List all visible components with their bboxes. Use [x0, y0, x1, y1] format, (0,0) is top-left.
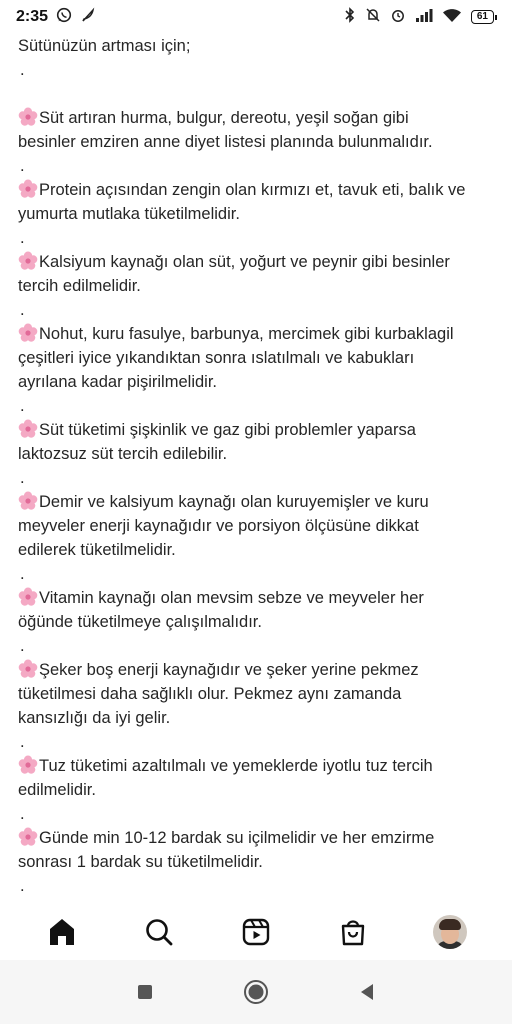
separator-dot: .: [20, 805, 25, 823]
avatar: [433, 915, 467, 949]
caption-item: [18, 250, 498, 298]
battery-icon: 61: [471, 10, 494, 24]
caption-text: kansızlığı da iyi gelir.: [18, 709, 171, 727]
separator-dot: .: [20, 229, 25, 247]
wifi-icon: [442, 8, 462, 27]
caption-item: [18, 490, 498, 562]
reels-icon[interactable]: [232, 908, 280, 956]
caption-text: besinler emziren anne diyet listesi planında bulunmalıdır.: [18, 133, 433, 151]
caption-line: [18, 778, 498, 802]
cherry-blossom-icon: [18, 493, 39, 511]
caption-text: çeşitleri iyice yıkandıktan sonra ıslatılmalı ve kabukları: [18, 349, 415, 367]
caption-intro: Sütünüzün artması için;: [18, 37, 191, 55]
caption-line: [18, 202, 498, 226]
caption-text: sonrası 1 bardak su tüketilmelidir.: [18, 853, 263, 871]
whatsapp-icon: [56, 7, 72, 27]
status-left: [16, 7, 96, 27]
separator-dot: .: [20, 637, 25, 655]
caption-text: Demir ve kalsiyum kaynağı olan kuruyemişler ve kuru: [39, 493, 429, 511]
back-icon[interactable]: [349, 974, 385, 1010]
home-icon[interactable]: [38, 908, 86, 956]
caption-line: [18, 538, 498, 562]
caption-line: [18, 586, 498, 610]
system-nav-bar: [0, 960, 512, 1024]
status-time: 2:35: [16, 8, 49, 25]
cherry-blossom-icon: [18, 661, 39, 679]
recents-icon[interactable]: [127, 974, 163, 1010]
profile-avatar[interactable]: [426, 908, 474, 956]
caption-text: Şeker boş enerji kaynağıdır ve şeker yerine pekmez: [39, 661, 419, 679]
caption-text: Protein açısından zengin olan kırmızı et, tavuk eti, balık ve: [39, 181, 466, 199]
feather-icon: [80, 7, 96, 27]
caption-text: öğünde tüketilmeye çalışılmalıdır.: [18, 613, 262, 631]
caption-line: [18, 418, 498, 442]
blank-line: [18, 82, 498, 106]
status-right: [344, 7, 494, 27]
separator-dot: .: [20, 397, 25, 415]
caption-text: Süt artıran hurma, bulgur, dereotu, yeşil soğan gibi: [39, 109, 409, 127]
caption-line: [18, 514, 498, 538]
mute-icon: [365, 7, 381, 27]
cherry-blossom-icon: [18, 181, 39, 199]
caption-text: ayrılana kadar pişirilmelidir.: [18, 373, 217, 391]
cherry-blossom-icon: [18, 421, 39, 439]
caption-item: [18, 658, 498, 730]
separator-dot: .: [20, 565, 25, 583]
caption-line: [18, 850, 498, 874]
caption-item: [18, 586, 498, 634]
caption-line: [18, 370, 498, 394]
bottom-tab-bar: [0, 906, 512, 958]
caption-text: tercih edilmelidir.: [18, 277, 141, 295]
separator-dot: .: [20, 733, 25, 751]
caption-line: [18, 754, 498, 778]
caption-item: [18, 418, 498, 466]
caption-item: [18, 178, 498, 226]
post-caption: [18, 34, 498, 898]
cherry-blossom-icon: [18, 757, 39, 775]
caption-line: [18, 490, 498, 514]
separator-dot: .: [20, 877, 25, 895]
cherry-blossom-icon: [18, 109, 39, 127]
caption-text: laktozsuz süt tercih edilebilir.: [18, 445, 228, 463]
caption-line: [18, 706, 498, 730]
caption-line: [18, 274, 498, 298]
caption-item: [18, 754, 498, 802]
caption-line: [18, 322, 498, 346]
caption-items: [18, 58, 498, 898]
bluetooth-icon: [344, 7, 356, 27]
caption-line: [18, 106, 498, 130]
caption-text: Günde min 10-12 bardak su içilmelidir ve her emzirme: [39, 829, 435, 847]
caption-text: Vitamin kaynağı olan mevsim sebze ve meyveler her: [39, 589, 424, 607]
separator-dot: .: [20, 61, 25, 79]
cherry-blossom-icon: [18, 829, 39, 847]
separator-dot: .: [20, 301, 25, 319]
separator-dot: .: [20, 157, 25, 175]
caption-item: [18, 322, 498, 394]
search-icon[interactable]: [135, 908, 183, 956]
cherry-blossom-icon: [18, 253, 39, 271]
alarm-icon: [390, 7, 406, 27]
caption-line: [18, 826, 498, 850]
caption-line: [18, 442, 498, 466]
separator-dot: .: [20, 469, 25, 487]
caption-line: [18, 658, 498, 682]
caption-line: [18, 682, 498, 706]
caption-text: yumurta mutlaka tüketilmelidir.: [18, 205, 240, 223]
caption-text: edilerek tüketilmelidir.: [18, 541, 176, 559]
caption-line: [18, 346, 498, 370]
caption-line: [18, 250, 498, 274]
signal-icon: [415, 8, 433, 26]
caption-text: edilmelidir.: [18, 781, 96, 799]
caption-text: Süt tüketimi şişkinlik ve gaz gibi problemler yaparsa: [39, 421, 416, 439]
caption-text: meyveler enerji kaynağıdır ve porsiyon ölçüsüne dikkat: [18, 517, 419, 535]
shop-icon[interactable]: [329, 908, 377, 956]
caption-line: [18, 130, 498, 154]
home-circle-icon[interactable]: [238, 974, 274, 1010]
caption-text: Kalsiyum kaynağı olan süt, yoğurt ve peynir gibi besinler: [39, 253, 450, 271]
caption-text: Nohut, kuru fasulye, barbunya, mercimek gibi kurbaklagil: [39, 325, 454, 343]
caption-line: [18, 178, 498, 202]
cherry-blossom-icon: [18, 325, 39, 343]
caption-text: tüketilmesi daha sağlıklı olur. Pekmez aynı zamanda: [18, 685, 402, 703]
status-bar: [0, 0, 512, 34]
caption-item: [18, 826, 498, 874]
cherry-blossom-icon: [18, 589, 39, 607]
caption-text: Tuz tüketimi azaltılmalı ve yemeklerde iyotlu tuz tercih: [39, 757, 433, 775]
caption-item: [18, 106, 498, 154]
caption-line: [18, 610, 498, 634]
